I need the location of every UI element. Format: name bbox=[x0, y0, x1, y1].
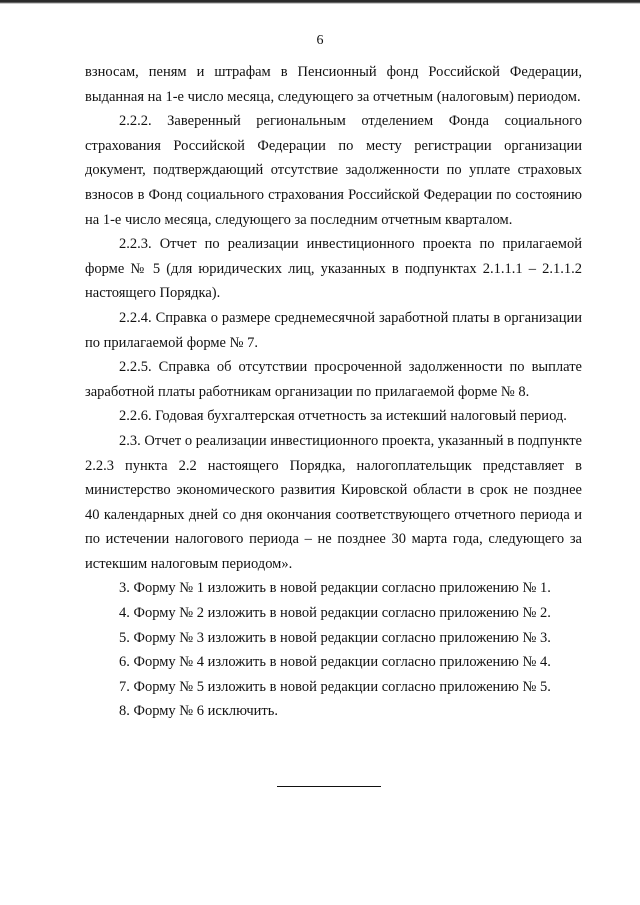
paragraph-2-3: 2.3. Отчет о реализации инвестиционного проекта, указанный в подпункте 2.2.3 пункта 2.2 настоящего Порядка, налогоплательщик представляет в министерство экономического развития Кировской области в срок не позднее 40 календарных дней со дня окончания соответствующего отчетного периода и по истечении налогового периода – не позднее 30 марта года, следующего за истекшим налоговым периодом». bbox=[85, 432, 582, 572]
paragraph-continuation: взносам, пеням и штрафам в Пенсионный фонд Российской Федерации, выданная на 1-е число месяца, следующего за отчетным (налоговым) периодом. bbox=[85, 64, 582, 105]
paragraph-2-2-6: 2.2.6. Годовая бухгалтерская отчетность за истекший налоговый период. bbox=[119, 408, 567, 425]
scan-top-edge bbox=[0, 0, 640, 4]
paragraph-2-2-2: 2.2.2. Заверенный региональным отделением Фонда социального страхования Российской Федерации по месту регистрации организации документ, подтверждающий отсутствие задолженности по уплате страховых взносов в Фонд социального страхования Российской Федерации по состоянию на 1-е число месяца, следующего за последним отчетным кварталом. bbox=[85, 113, 582, 228]
paragraph-item-8: 8. Форму № 6 исключить. bbox=[119, 703, 279, 720]
paragraph-2-2-5: 2.2.5. Справка об отсутствии просроченной задолженности по выплате заработной платы работникам организации по прилагаемой форме № 8. bbox=[85, 359, 582, 400]
paragraph-item-6: 6. Форму № 4 изложить в новой редакции согласно приложению № 4. bbox=[119, 654, 551, 671]
paragraph-item-5: 5. Форму № 3 изложить в новой редакции согласно приложению № 3. bbox=[119, 629, 551, 646]
end-of-document-rule bbox=[277, 786, 381, 787]
paragraph-item-7: 7. Форму № 5 изложить в новой редакции согласно приложению № 5. bbox=[119, 678, 551, 695]
paragraph-item-3: 3. Форму № 1 изложить в новой редакции согласно приложению № 1. bbox=[119, 580, 551, 597]
paragraph-2-2-4: 2.2.4. Справка о размере среднемесячной заработной платы в организации по прилагаемой форме № 7. bbox=[85, 309, 582, 351]
paragraph-item-4: 4. Форму № 2 изложить в новой редакции согласно приложению № 2. bbox=[119, 605, 551, 622]
paragraph-2-2-3: 2.2.3. Отчет по реализации инвестиционного проекта по прилагаемой форме № 5 (для юридических лиц, указанных в подпунктах 2.1.1.1 – 2.1.1.2 настоящего Порядка). bbox=[85, 236, 582, 302]
document-body bbox=[85, 60, 582, 724]
page-number: 6 bbox=[316, 33, 324, 48]
